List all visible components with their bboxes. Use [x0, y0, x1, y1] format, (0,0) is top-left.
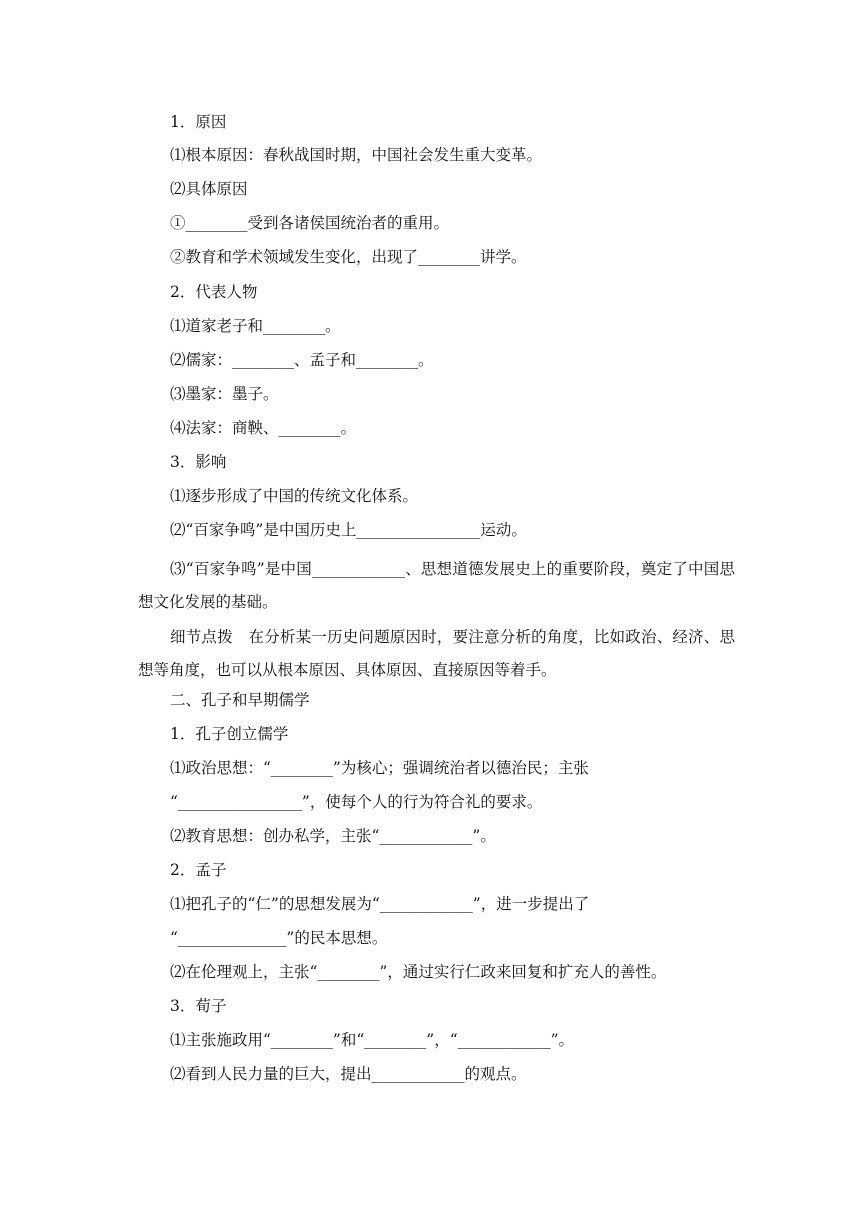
- heading-xunzi: 3．荀子: [170, 997, 227, 1015]
- influence-3: ⑶“百家争鸣”是中国____________、思想道德发展史上的重要阶段，奠定了中国思想文化发展的基础。: [138, 560, 735, 611]
- political-thought-cont: “________________”，使每个人的行为符合礼的要求。: [170, 793, 543, 811]
- confucianism-text: ⑵儒家：________、孟子和________。: [170, 351, 434, 369]
- heading-mencius: 2．孟子: [170, 861, 227, 879]
- section-confucius: 二、孔子和早期儒学: [170, 691, 310, 709]
- legalism-text: ⑷法家：商鞅、________。: [170, 419, 357, 437]
- political-thought: ⑴政治思想：“________”为核心；强调统治者以德治民；主张: [170, 759, 589, 777]
- heading-representatives: 2．代表人物: [170, 283, 258, 301]
- detail-tip: 细节点拨 在分析某一历史问题原因时，要注意分析的角度，比如政治、经济、思想等角度，也可以从根本原因、具体原因、直接原因等着手。: [138, 628, 735, 679]
- specific-cause-1: ①________受到各诸侯国统治者的重用。: [170, 214, 450, 232]
- influence-1: ⑴逐步形成了中国的传统文化体系。: [170, 487, 419, 505]
- specific-cause-2: ②教育和学术领域发生变化，出现了________讲学。: [170, 248, 527, 266]
- heading-confucius-founding: 1．孔子创立儒学: [170, 725, 289, 743]
- mencius-1: ⑴把孔子的“仁”的思想发展为“____________”，进一步提出了: [170, 895, 590, 913]
- mencius-1-cont: “______________”的民本思想。: [170, 929, 388, 947]
- daoism-text: ⑴道家老子和________。: [170, 317, 341, 335]
- mencius-2: ⑵在伦理观上，主张“________”，通过实行仁政来回复和扩充人的善性。: [170, 963, 667, 981]
- education-thought: ⑵教育思想：创办私学，主张“____________”。: [170, 827, 496, 845]
- mohism-text: ⑶墨家：墨子。: [170, 385, 279, 403]
- xunzi-1: ⑴主张施政用“________”和“________”，“____________”。: [170, 1031, 575, 1049]
- heading-reasons: 1．原因: [170, 113, 227, 131]
- xunzi-2: ⑵看到人民力量的巨大，提出____________的观点。: [170, 1065, 527, 1083]
- heading-influence: 3．影响: [170, 453, 227, 471]
- specific-causes-heading: ⑵具体原因: [170, 180, 248, 198]
- influence-2: ⑵“百家争鸣”是中国历史上________________运动。: [170, 521, 527, 539]
- root-cause-text: ⑴根本原因：春秋战国时期，中国社会发生重大变革。: [170, 146, 543, 164]
